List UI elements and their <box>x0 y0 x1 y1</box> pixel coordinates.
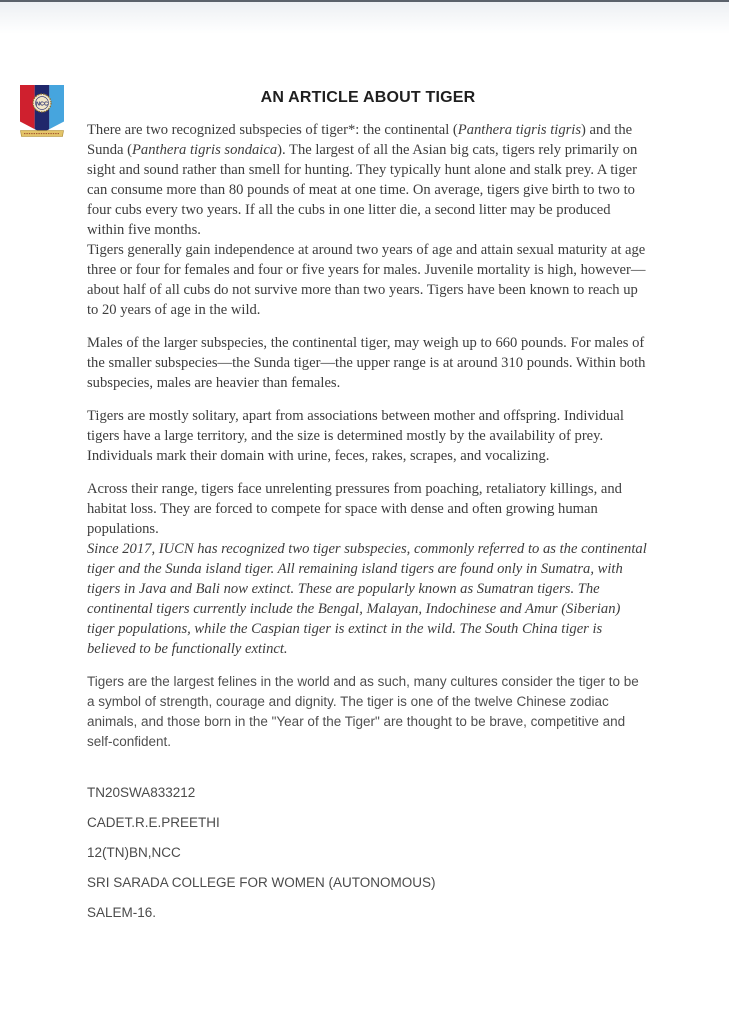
article-content <box>87 84 649 936</box>
signature-line-1: TN20SWA833212 <box>87 785 196 800</box>
text-segment: There are two recognized subspecies of tiger*: the continental ( <box>87 122 458 138</box>
signature-line-4: SRI SARADA COLLEGE FOR WOMEN (AUTONOMOUS) <box>87 875 436 890</box>
signature-line-3: 12(TN)BN,NCC <box>87 845 181 860</box>
paragraph-p4 <box>87 406 649 466</box>
paragraph-p7 <box>87 672 649 752</box>
signature-line-5: SALEM-16. <box>87 905 157 920</box>
text-segment: ) and the Sunda ( <box>87 122 633 158</box>
paragraph-p3 <box>87 333 649 393</box>
page-top-shadow <box>0 2 729 34</box>
text-segment: Tigers generally gain independence at around two years of age and attain sexual maturity at age three or four for females and four or five years for males. Juvenile mortality is high, however—about half of all cubs do not survive more than two years. Tigers have been known to reach up to 20 years of age in the wild. <box>87 242 646 318</box>
text-segment: Since 2017, IUCN has recognized two tiger subspecies, commonly referred to as the continental tiger and the Sunda island tiger. All remaining island tigers are found only in Sumatra, with tigers in Java and Bali now extinct. These are popularly known as Sumatran tigers. The continental tigers currently include the Bengal, Malayan, Indochinese and Amur (Siberian) tiger populations, while the Caspian tiger is extinct in the wild. The South China tiger is believed to be functionally extinct. <box>87 541 647 657</box>
signature-line-2: CADET.R.E.PREETHI <box>87 815 220 830</box>
article-body <box>87 120 649 752</box>
ncc-logo <box>19 84 65 138</box>
italic-text-segment: Panthera tigris tigris <box>457 122 582 138</box>
text-segment: Tigers are the largest felines in the world and as such, many cultures consider the tiger to be a symbol of strength, courage and dignity. The tiger is one of the twelve Chinese zodiac animals, and those born in the "Year of the Tiger" are thought to be brave, competitive and self-confident. <box>87 674 639 749</box>
article-title: AN ARTICLE ABOUT TIGER <box>260 89 476 106</box>
text-segment: ). The largest of all the Asian big cats, tigers rely primarily on sight and sound rather than smell for hunting. They typically hunt alone and stalk prey. A tiger can consume more than 80 pounds of meat at one time. On average, tigers give birth to two to four cubs every two years. If all the cubs in one litter die, a second litter may be produced within five months. <box>87 142 638 238</box>
paragraph-p6 <box>87 539 649 659</box>
paragraph-p5 <box>87 479 649 539</box>
signature-block <box>87 786 649 920</box>
paragraph-p2 <box>87 240 649 320</box>
text-segment: Across their range, tigers face unrelenting pressures from poaching, retaliatory killings, and habitat loss. They are forced to compete for space with dense and often growing human populations. <box>87 481 622 537</box>
ncc-monogram: NCC <box>35 101 49 108</box>
paragraph-p1 <box>87 120 649 240</box>
text-segment: Tigers are mostly solitary, apart from associations between mother and offspring. Individual tigers have a large territory, and the size is determined mostly by the availability of prey. Individuals mark their domain with urine, feces, rakes, scrapes, and vocalizing. <box>87 408 624 464</box>
text-segment: Males of the larger subspecies, the continental tiger, may weigh up to 660 pounds. For males of the smaller subspecies—the Sunda tiger—the upper range is at around 310 pounds. Within both subspecies, males are heavier than females. <box>87 335 646 391</box>
italic-text-segment: Panthera tigris sondaica <box>132 142 278 158</box>
shield-red-stripe <box>20 85 35 133</box>
ncc-emblem-icon <box>19 84 65 138</box>
shield-lightblue-stripe <box>49 85 64 133</box>
